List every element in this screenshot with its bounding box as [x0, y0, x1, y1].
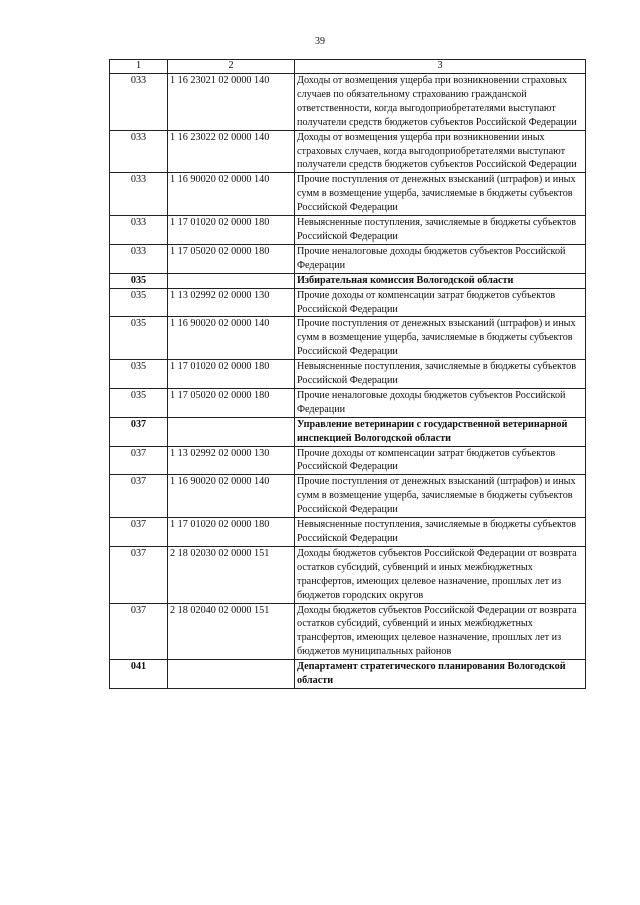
table-row — [110, 288, 586, 317]
revenue-name-cell: Управление ветеринарии с государственной ветеринарной инспекцией Вологодской области — [295, 417, 586, 446]
page-number: 39 — [315, 36, 325, 47]
table-row — [110, 603, 586, 660]
admin-code-cell: 033 — [110, 216, 168, 245]
table-row — [110, 360, 586, 389]
revenue-name-cell: Прочие доходы от компенсации затрат бюджетов субъектов Российской Федерации — [295, 446, 586, 475]
column-header-name: 3 — [295, 60, 586, 74]
revenue-code-cell — [168, 660, 295, 689]
table-row — [110, 173, 586, 216]
revenue-code-cell: 1 16 90020 02 0000 140 — [168, 173, 295, 216]
table-row — [110, 388, 586, 417]
admin-code-cell: 035 — [110, 288, 168, 317]
admin-code-cell: 035 — [110, 360, 168, 389]
revenue-code-cell: 1 17 01020 02 0000 180 — [168, 518, 295, 547]
revenue-name-cell: Невыясненные поступления, зачисляемые в бюджеты субъектов Российской Федерации — [295, 360, 586, 389]
revenue-code-cell: 2 18 02030 02 0000 151 — [168, 546, 295, 603]
revenue-code-cell — [168, 273, 295, 288]
revenue-name-cell: Департамент стратегического планирования Вологодской области — [295, 660, 586, 689]
admin-code-cell: 037 — [110, 518, 168, 547]
admin-code-cell: 037 — [110, 446, 168, 475]
table-row-department-heading — [110, 660, 586, 689]
admin-code-cell: 037 — [110, 603, 168, 660]
revenue-code-cell: 1 16 90020 02 0000 140 — [168, 475, 295, 518]
revenue-name-cell: Невыясненные поступления, зачисляемые в бюджеты субъектов Российской Федерации — [295, 216, 586, 245]
revenue-name-cell: Доходы бюджетов субъектов Российской Федерации от возврата остатков субсидий, субвенций и иных межбюджетных трансфертов, имеющих целевое назначение, прошлых лет из бюджетов городских округов — [295, 546, 586, 603]
revenue-code-cell — [168, 417, 295, 446]
table-header-row — [110, 60, 586, 74]
table-row-department-heading — [110, 417, 586, 446]
revenue-name-cell: Прочие поступления от денежных взысканий (штрафов) и иных сумм в возмещение ущерба, зачисляемые в бюджеты субъектов Российской Федерации — [295, 317, 586, 360]
revenue-name-cell: Невыясненные поступления, зачисляемые в бюджеты субъектов Российской Федерации — [295, 518, 586, 547]
admin-code-cell: 037 — [110, 417, 168, 446]
table-row — [110, 216, 586, 245]
column-header-code: 2 — [168, 60, 295, 74]
revenue-code-cell: 1 16 90020 02 0000 140 — [168, 317, 295, 360]
admin-code-cell: 033 — [110, 244, 168, 273]
revenue-code-cell: 2 18 02040 02 0000 151 — [168, 603, 295, 660]
admin-code-cell: 035 — [110, 317, 168, 360]
revenue-code-cell: 1 13 02992 02 0000 130 — [168, 446, 295, 475]
revenue-name-cell: Прочие неналоговые доходы бюджетов субъектов Российской Федерации — [295, 388, 586, 417]
revenue-name-cell: Избирательная комиссия Вологодской области — [295, 273, 586, 288]
budget-revenue-table — [109, 59, 586, 689]
admin-code-cell: 037 — [110, 475, 168, 518]
admin-code-cell: 037 — [110, 546, 168, 603]
revenue-code-cell: 1 17 05020 02 0000 180 — [168, 388, 295, 417]
admin-code-cell: 033 — [110, 74, 168, 131]
table-row — [110, 546, 586, 603]
admin-code-cell: 033 — [110, 173, 168, 216]
admin-code-cell: 035 — [110, 388, 168, 417]
revenue-code-cell: 1 16 23021 02 0000 140 — [168, 74, 295, 131]
table-row — [110, 130, 586, 173]
table-row — [110, 74, 586, 131]
revenue-code-cell: 1 17 01020 02 0000 180 — [168, 360, 295, 389]
table-row — [110, 446, 586, 475]
admin-code-cell: 041 — [110, 660, 168, 689]
table-row — [110, 317, 586, 360]
revenue-name-cell: Доходы от возмещения ущерба при возникновении страховых случаев по обязательному страхованию гражданской ответственности, когда выгодоприобретателями выступают получатели средств бюджетов субъектов Российской Федерации — [295, 74, 586, 131]
table-row — [110, 518, 586, 547]
revenue-name-cell: Прочие поступления от денежных взысканий (штрафов) и иных сумм в возмещение ущерба, зачисляемые в бюджеты субъектов Российской Федерации — [295, 475, 586, 518]
revenue-name-cell: Доходы бюджетов субъектов Российской Федерации от возврата остатков субсидий, субвенций и иных межбюджетных трансфертов, имеющих целевое назначение, прошлых лет из бюджетов муниципальных районов — [295, 603, 586, 660]
revenue-name-cell: Доходы от возмещения ущерба при возникновении иных страховых случаев, когда выгодоприобретателями выступают получатели средств бюджетов субъектов Российской Федерации — [295, 130, 586, 173]
admin-code-cell: 035 — [110, 273, 168, 288]
revenue-code-cell: 1 17 01020 02 0000 180 — [168, 216, 295, 245]
table-row — [110, 244, 586, 273]
revenue-code-cell: 1 17 05020 02 0000 180 — [168, 244, 295, 273]
table-row-department-heading — [110, 273, 586, 288]
revenue-name-cell: Прочие неналоговые доходы бюджетов субъектов Российской Федерации — [295, 244, 586, 273]
table-row — [110, 475, 586, 518]
admin-code-cell: 033 — [110, 130, 168, 173]
revenue-code-cell: 1 13 02992 02 0000 130 — [168, 288, 295, 317]
table-body — [110, 74, 586, 689]
revenue-code-cell: 1 16 23022 02 0000 140 — [168, 130, 295, 173]
revenue-name-cell: Прочие доходы от компенсации затрат бюджетов субъектов Российской Федерации — [295, 288, 586, 317]
revenue-name-cell: Прочие поступления от денежных взысканий (штрафов) и иных сумм в возмещение ущерба, зачисляемые в бюджеты субъектов Российской Федерации — [295, 173, 586, 216]
column-header-admin: 1 — [110, 60, 168, 74]
